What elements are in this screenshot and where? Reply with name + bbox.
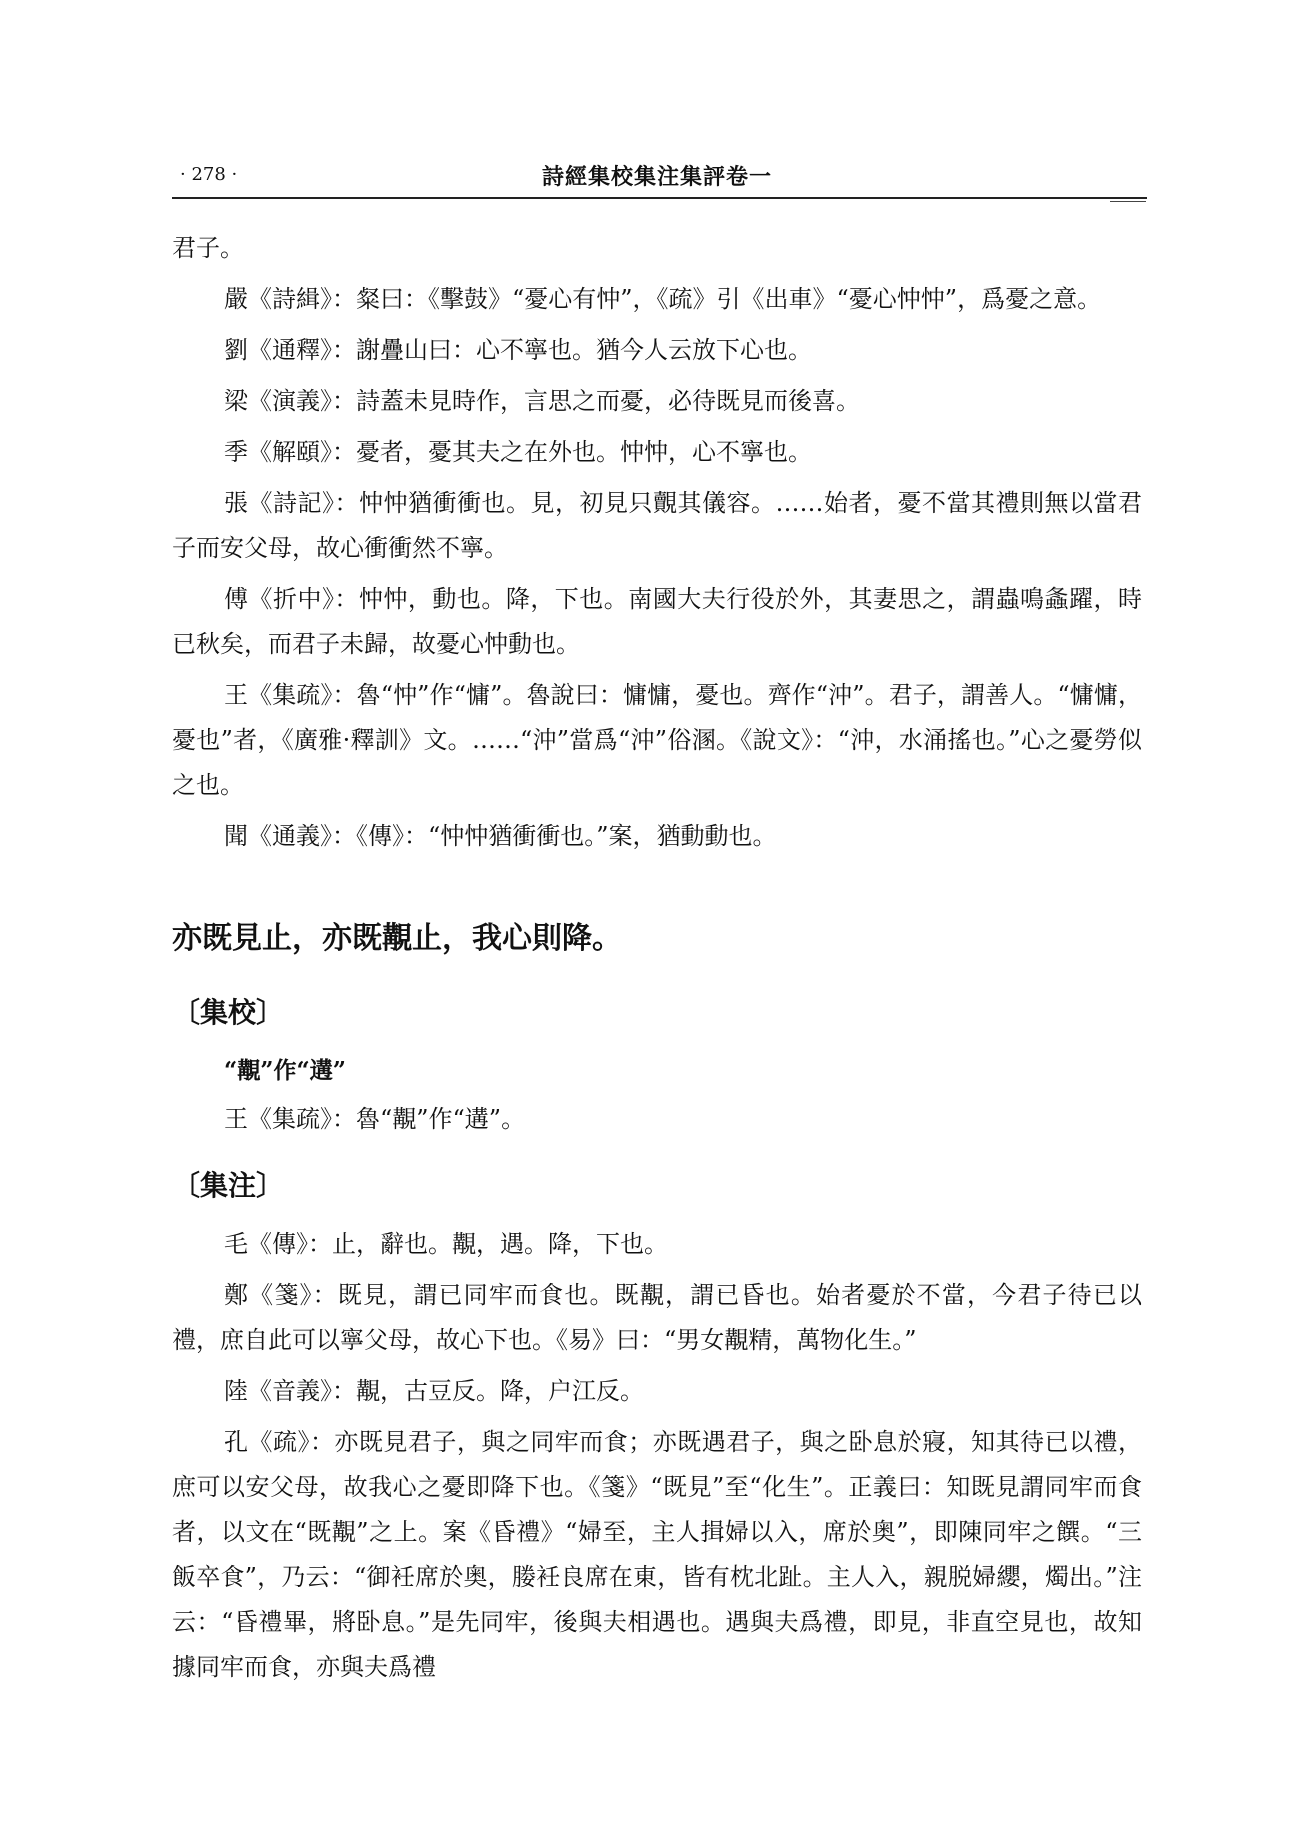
verse-line: 亦既見止，亦既覯止，我心則降。 — [172, 921, 622, 956]
commentary-block — [172, 226, 1142, 859]
header-rule — [172, 197, 1147, 199]
paragraph: 鄭《箋》：既見，謂已同牢而食也。既覯，謂已昏也。始者憂於不當，今君子待已以禮，庶自此可以寧父母，故心下也。《易》曰：“男女覯精，萬物化生。” — [172, 1281, 1142, 1354]
section-title: 〔集校〕 — [172, 996, 285, 1029]
section-title: 〔集注〕 — [172, 1169, 285, 1202]
paragraph: 劉《通釋》：謝疊山曰：心不寧也。猶今人云放下心也。 — [224, 336, 812, 364]
paragraph: 季《解頤》：憂者，憂其夫之在外也。忡忡，心不寧也。 — [224, 438, 812, 466]
running-title: 詩經集校集注集評卷一 — [541, 164, 772, 190]
paragraph: 梁《演義》：詩蓋未見時作，言思之而憂，必待既見而後喜。 — [224, 387, 860, 415]
paragraph: 傅《折中》：忡忡，動也。降，下也。南國大夫行役於外，其妻思之，謂蟲鳴螽躍，時已秋矣，而君子未歸，故憂心忡動也。 — [172, 585, 1142, 658]
page-header — [172, 160, 1142, 200]
paragraph: 嚴《詩緝》：粲曰：《擊鼓》“憂心有忡”，《疏》引《出車》“憂心忡忡”，爲憂之意。 — [224, 285, 1102, 313]
page-body — [172, 226, 1142, 1696]
paragraph: 聞《通義》：《傳》：“忡忡猶衝衝也。”案，猶動動也。 — [224, 822, 777, 850]
header-rule-tail — [1110, 201, 1146, 202]
paragraph: 孔《疏》：亦既見君子，與之同牢而食；亦既遇君子，與之卧息於寢，知其待已以禮，庶可以安父母，故我心之憂即降下也。《箋》“既見”至“化生”。正義曰：知既見謂同牢而食者，以文在“既覯”之上。案《昏禮》“婦至，主人揖婦以入，席於奥”，即陳同牢之饌。“三飯卒食”，乃云：“御衽席於奥，媵衽良席在東，皆有枕北趾。主人入，親脱婦纓，燭出。”注云：“昏禮畢，將卧息。”是先同牢，後與夫相遇也。遇與夫爲禮，即見，非直空見也，故知據同牢而食，亦與夫爲禮 — [172, 1428, 1142, 1681]
page-number: · 278 · — [180, 164, 238, 185]
paragraph: 王《集疏》：魯“忡”作“慵”。魯說曰：慵慵，憂也。齊作“沖”。君子，謂善人。“慵慵，憂也”者，《廣雅·釋訓》文。……“沖”當爲“沖”俗溷。《說文》：“沖，水涌搖也。”心之憂勞似之也。 — [172, 681, 1142, 799]
sub-heading: “覯”作“遘” — [224, 1057, 346, 1084]
paragraph: 張《詩記》：忡忡猶衝衝也。見，初見只覿其儀容。……始者，憂不當其禮則無以當君子而安父母，故心衝衝然不寧。 — [172, 489, 1142, 562]
paragraph: 王《集疏》：魯“覯”作“遘”。 — [224, 1105, 526, 1133]
paragraph: 君子。 — [172, 234, 244, 262]
section-jizhu — [172, 1164, 1142, 1690]
paragraph: 陸《音義》：覯，古豆反。降，户江反。 — [224, 1377, 644, 1405]
section-jiaojiao — [172, 991, 1142, 1142]
paragraph: 毛《傳》：止，辭也。覯，遇。降，下也。 — [224, 1230, 668, 1258]
